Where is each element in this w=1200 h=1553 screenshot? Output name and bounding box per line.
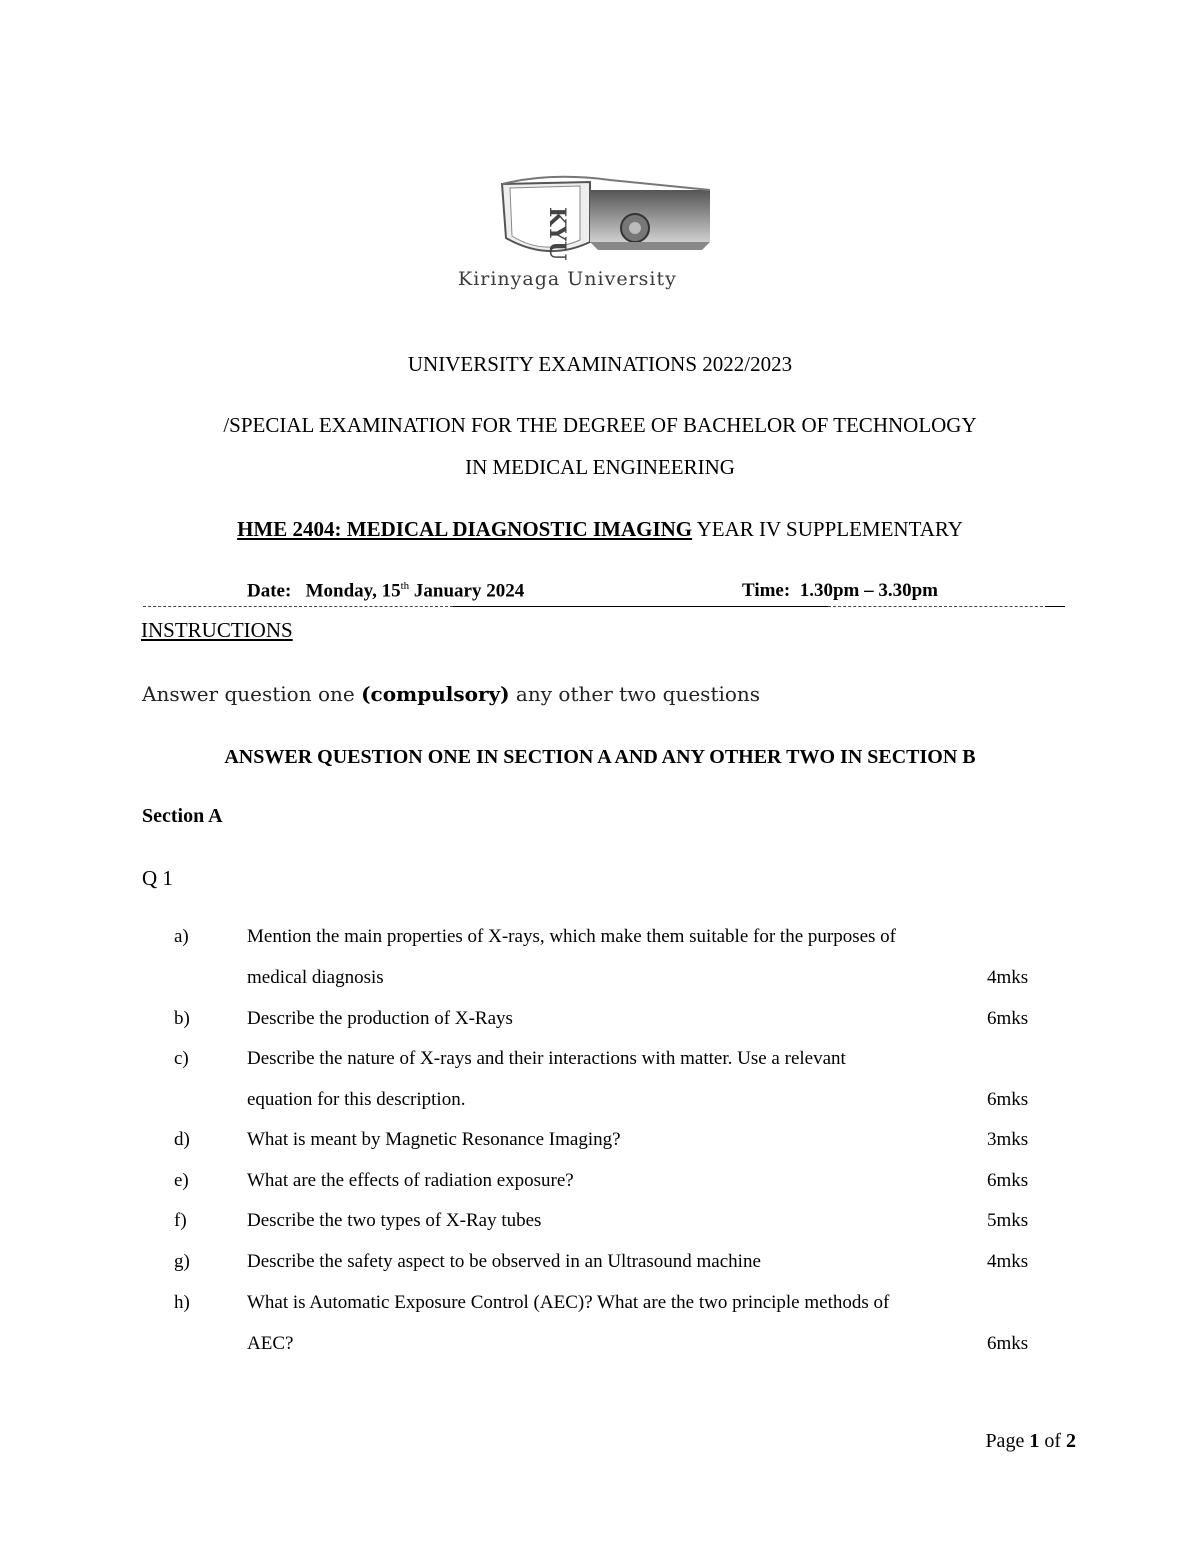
item-text-cont: medical diagnosis (247, 967, 384, 988)
question-number: Q 1 (142, 866, 173, 890)
item-marks: 5mks (987, 1210, 1029, 1231)
item-letter: d) (174, 1129, 190, 1150)
item-text: Describe the two types of X-Ray tubes (247, 1210, 542, 1231)
item-letter: f) (174, 1210, 187, 1231)
instructions-bold-line: ANSWER QUESTION ONE IN SECTION A AND ANY OTHER TWO IN SECTION B (224, 746, 976, 768)
item-text: Describe the safety aspect to be observed in an Ultrasound machine (247, 1251, 761, 1272)
date-prefix: Monday, 15 (305, 580, 401, 602)
date-label: Date: (247, 580, 292, 602)
item-marks: 4mks (987, 1251, 1029, 1272)
time-label: Time: (742, 580, 791, 601)
exam-subtitle-line1: /SPECIAL EXAMINATION FOR THE DEGREE OF BACHELOR OF TECHNOLOGY (223, 413, 977, 437)
exam-subtitle-line2: IN MEDICAL ENGINEERING (465, 455, 735, 479)
item-text: What are the effects of radiation exposure? (247, 1170, 574, 1191)
separator-dashed-right (828, 606, 1058, 607)
item-marks: 6mks (987, 1170, 1029, 1191)
instr-bold: (compulsory) (361, 682, 510, 706)
item-text: What is Automatic Exposure Control (AEC)? What are the two principle methods of (247, 1292, 890, 1313)
item-letter: h) (174, 1292, 190, 1313)
item-letter: e) (174, 1170, 189, 1191)
instructions-line (142, 682, 760, 706)
exam-date (247, 580, 524, 602)
page-number (985, 1430, 1076, 1453)
page-total: 2 (1066, 1430, 1076, 1452)
separator-solid (453, 606, 828, 607)
item-text: Describe the nature of X-rays and their interactions with matter. Use a relevant (247, 1048, 846, 1069)
item-text: What is meant by Magnetic Resonance Imaging? (247, 1129, 621, 1150)
item-marks: 6mks (987, 1008, 1029, 1029)
item-marks: 3mks (987, 1129, 1029, 1150)
page-of: of (1039, 1430, 1066, 1452)
instructions-heading: INSTRUCTIONS (141, 618, 293, 642)
item-letter: c) (174, 1048, 189, 1069)
item-text: Mention the main properties of X-rays, which make them suitable for the purposes of (247, 926, 896, 947)
course-line (0, 517, 1200, 542)
item-marks: 6mks (987, 1089, 1029, 1110)
date-suffix: January 2024 (409, 580, 525, 602)
logo-crest-icon (440, 170, 770, 270)
time-value: 1.30pm – 3.30pm (799, 580, 938, 601)
item-text-cont: AEC? (247, 1333, 294, 1354)
svg-text:KYU: KYU (544, 207, 570, 261)
page-current: 1 (1029, 1430, 1040, 1452)
separator-tail (1045, 606, 1065, 607)
university-name: Kirinyaga University (458, 268, 677, 290)
date-suffix-sup: th (400, 580, 410, 592)
university-logo (440, 170, 770, 300)
exam-time (742, 580, 938, 602)
item-letter: b) (174, 1008, 190, 1029)
instr-suffix: any other two questions (509, 682, 761, 706)
separator-dashed-left (143, 606, 453, 607)
item-letter: g) (174, 1251, 190, 1272)
course-suffix: YEAR IV SUPPLEMENTARY (692, 517, 963, 541)
instr-prefix: Answer question one (142, 682, 362, 706)
item-letter: a) (174, 926, 189, 947)
item-marks: 6mks (987, 1333, 1029, 1354)
course-code-title: HME 2404: MEDICAL DIAGNOSTIC IMAGING (237, 517, 693, 541)
item-text-cont: equation for this description. (247, 1089, 466, 1110)
item-marks: 4mks (987, 967, 1029, 988)
exam-title: UNIVERSITY EXAMINATIONS 2022/2023 (407, 352, 793, 376)
section-title: Section A (142, 805, 223, 827)
item-text: Describe the production of X-Rays (247, 1008, 513, 1029)
page-label: Page (985, 1430, 1030, 1452)
